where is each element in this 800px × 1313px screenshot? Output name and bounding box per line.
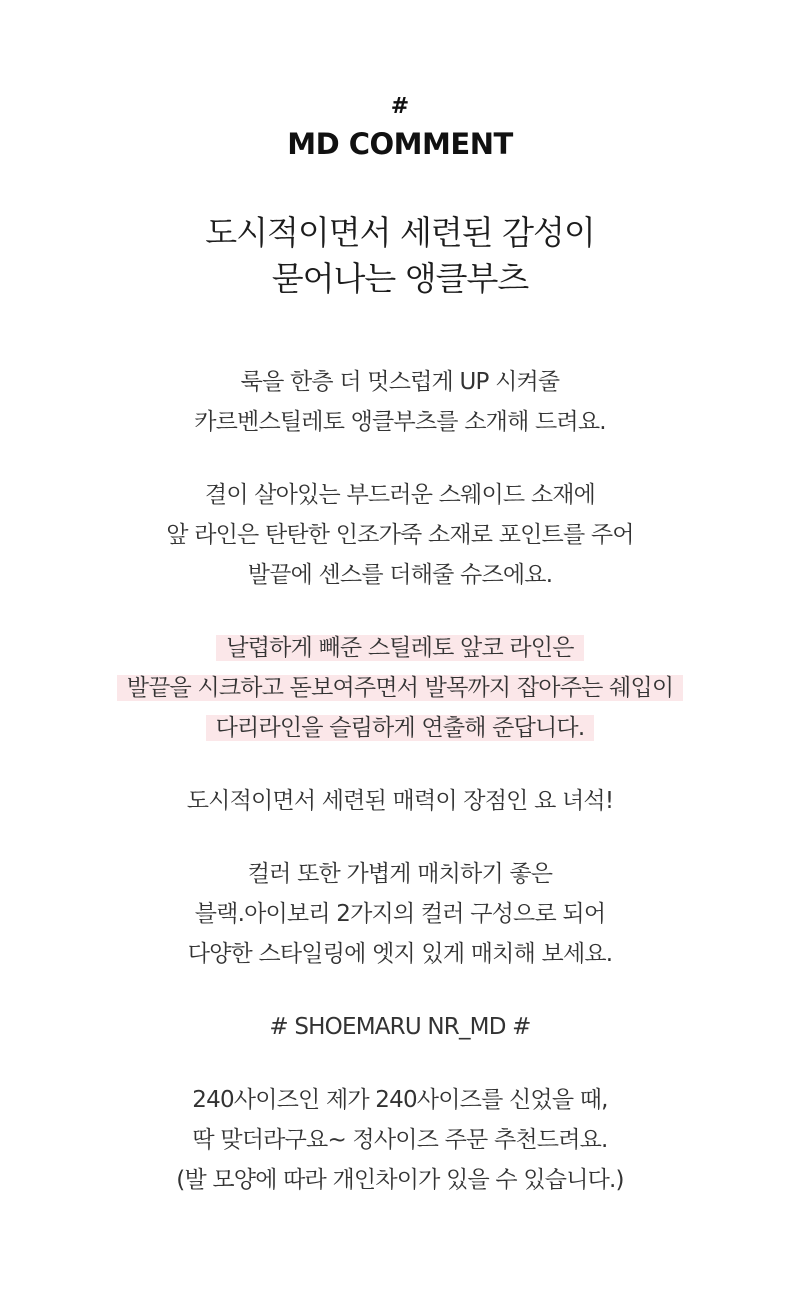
line-text: 발끝에 센스를 더해줄 슈즈에요. — [247, 562, 553, 588]
comment-body — [0, 362, 800, 1200]
paragraph — [0, 362, 800, 442]
paragraph-gap — [0, 442, 800, 475]
line-text: # SHOEMARU NR_MD # — [269, 1014, 531, 1040]
line-text: 날렵하게 빼준 스틸레토 앞코 라인은 — [216, 635, 583, 661]
line-text: 발끝을 시크하고 돋보여주면서 발목까지 잡아주는 쉐입이 — [117, 675, 684, 701]
line-text: 다리라인을 슬림하게 연출해 준답니다. — [206, 715, 595, 741]
paragraph-line — [0, 1120, 800, 1160]
paragraph-gap — [0, 595, 800, 628]
line-text: 다양한 스타일링에 엣지 있게 매치해 보세요. — [187, 941, 613, 967]
paragraph-line — [0, 1160, 800, 1200]
paragraph-gap — [0, 1047, 800, 1080]
line-text: 딱 맞더라구요~ 정사이즈 주문 추천드려요. — [192, 1127, 608, 1153]
headline — [0, 210, 800, 302]
highlighted-paragraph — [0, 628, 800, 748]
line-text: 결이 살아있는 부드러운 스웨이드 소재에 — [204, 482, 596, 508]
paragraph-line — [0, 1007, 800, 1047]
paragraph — [0, 475, 800, 595]
paragraph-line — [0, 894, 800, 934]
line-text: 룩을 한층 더 멋스럽게 UP 시켜줄 — [240, 369, 560, 395]
headline-line-1: 도시적이면서 세련된 감성이 — [205, 213, 595, 252]
paragraph — [0, 854, 800, 974]
paragraph-line — [0, 628, 800, 668]
headline-line-2: 묻어나는 앵클부츠 — [271, 259, 529, 298]
paragraph — [0, 1007, 800, 1047]
paragraph-line — [0, 781, 800, 821]
line-text: 도시적이면서 세련된 매력이 장점인 요 녀석! — [186, 788, 614, 814]
paragraph-line — [0, 668, 800, 708]
paragraph — [0, 781, 800, 821]
paragraph-line — [0, 934, 800, 974]
paragraph-gap — [0, 821, 800, 854]
paragraph-line — [0, 515, 800, 555]
paragraph-line — [0, 362, 800, 402]
header-hash-mark: # — [390, 94, 410, 119]
section-title: MD COMMENT — [287, 127, 513, 161]
paragraph-line — [0, 1080, 800, 1120]
line-text: 앞 라인은 탄탄한 인조가죽 소재로 포인트를 주어 — [166, 522, 634, 548]
paragraph-line — [0, 854, 800, 894]
paragraph-line — [0, 555, 800, 595]
line-text: (발 모양에 따라 개인차이가 있을 수 있습니다.) — [176, 1167, 624, 1193]
paragraph — [0, 1080, 800, 1200]
paragraph-line — [0, 402, 800, 442]
line-text: 컬러 또한 가볍게 매치하기 좋은 — [247, 861, 553, 887]
line-text: 카르벤스틸레토 앵클부츠를 소개해 드려요. — [194, 409, 606, 435]
paragraph-gap — [0, 974, 800, 1007]
line-text: 240사이즈인 제가 240사이즈를 신었을 때, — [192, 1087, 608, 1113]
paragraph-gap — [0, 748, 800, 781]
line-text: 블랙.아이보리 2가지의 컬러 구성으로 되어 — [194, 901, 606, 927]
paragraph-line — [0, 708, 800, 748]
paragraph-line — [0, 475, 800, 515]
